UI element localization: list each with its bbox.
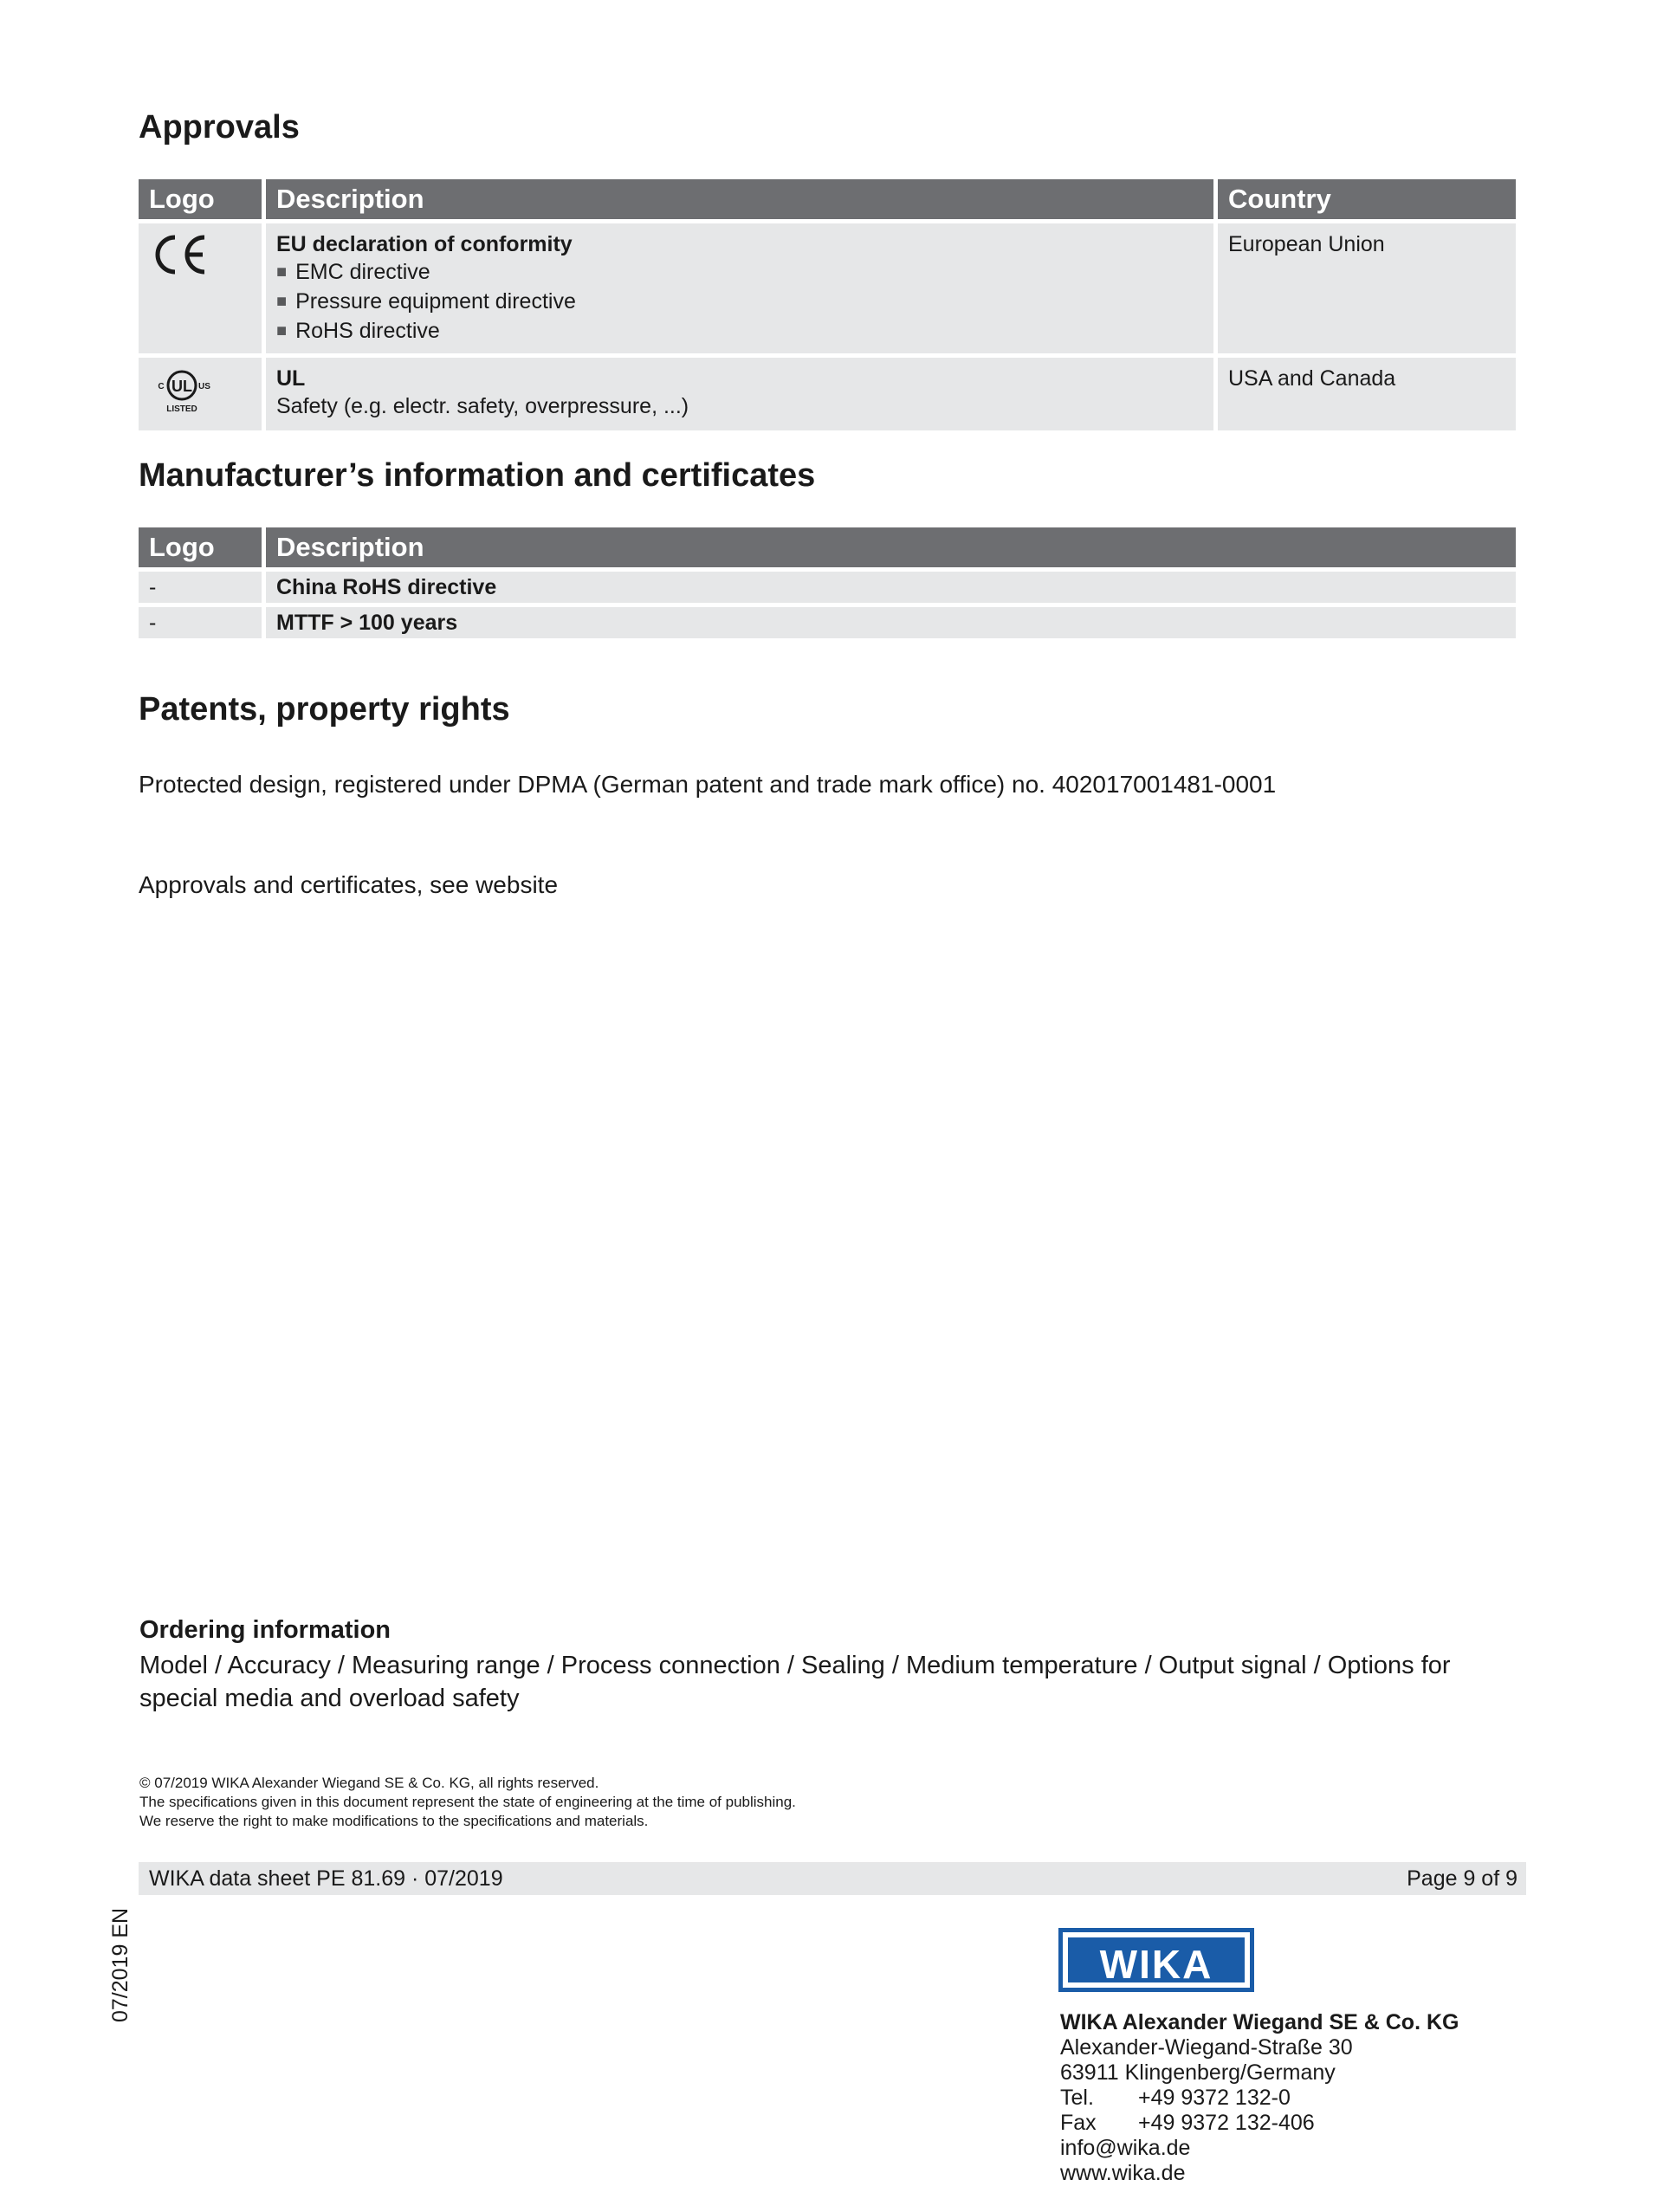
fax-label: Fax — [1060, 2111, 1097, 2135]
country-cell: European Union — [1218, 223, 1516, 353]
logo-cell: - — [139, 607, 262, 638]
approvals-note: Approvals and certificates, see website — [139, 871, 559, 898]
ul-letters: UL — [171, 378, 192, 395]
ordering-title: Ordering information — [139, 1616, 391, 1644]
country-cell: USA and Canada — [1218, 358, 1516, 430]
approvals-header-row — [139, 179, 1516, 219]
list-item: ■ Pressure equipment directive — [276, 288, 1203, 317]
legal-notice — [139, 1774, 796, 1831]
manufacturer-header-row — [139, 527, 1516, 567]
ul-listed-icon — [149, 365, 218, 417]
description-cell: China RoHS directive — [266, 572, 1516, 603]
description-cell: MTTF > 100 years — [266, 607, 1516, 638]
header-logo: Logo — [139, 527, 262, 567]
company-website[interactable]: www.wika.de — [1060, 2161, 1186, 2185]
table-row — [139, 607, 1516, 638]
side-date: 07/2019 EN — [108, 1907, 133, 2022]
company-tel — [1060, 2086, 1459, 2111]
patents-heading: Patents, property rights — [139, 691, 510, 728]
header-description: Description — [266, 179, 1213, 219]
ul-c-letter: C — [158, 382, 165, 391]
manufacturer-heading: Manufacturer’s information and certificates — [139, 457, 816, 494]
ordering-text: Model / Accuracy / Measuring range / Process connection / Sealing / Medium temperature / Output signal / Options for special media and overload safety — [139, 1652, 1451, 1712]
company-email[interactable]: info@wika.de — [1060, 2136, 1191, 2160]
footer-bar — [139, 1862, 1526, 1895]
table-row — [139, 358, 1516, 430]
row-title: EU declaration of conformity — [276, 232, 573, 256]
header-logo: Logo — [139, 179, 262, 219]
logo-cell: - — [139, 572, 262, 603]
row-detail: Safety (e.g. electr. safety, overpressure, ...) — [276, 394, 689, 418]
page-number: Page 9 of 9 — [1407, 1866, 1517, 1891]
tel-label: Tel. — [1060, 2086, 1094, 2110]
ul-listed-text: LISTED — [166, 404, 197, 414]
fax-value: +49 9372 132-406 — [1138, 2111, 1315, 2135]
logo-cell — [139, 358, 262, 430]
wika-logo — [1058, 1928, 1254, 1992]
header-description: Description — [266, 527, 1516, 567]
table-row — [139, 223, 1516, 353]
company-name: WIKA Alexander Wiegand SE & Co. KG — [1060, 2010, 1459, 2034]
wika-logo-text: WIKA — [1099, 1942, 1213, 1987]
description-cell — [266, 223, 1213, 353]
list-item: ■ EMC directive — [276, 258, 1203, 288]
copyright-line: © 07/2019 WIKA Alexander Wiegand SE & Co. KG, all rights reserved. — [139, 1775, 599, 1791]
legal-line: We reserve the right to make modifications to the specifications and materials. — [139, 1813, 649, 1829]
list-item: ■ RoHS directive — [276, 317, 1203, 346]
ce-mark-icon — [149, 230, 210, 279]
tel-value: +49 9372 132-0 — [1138, 2086, 1291, 2110]
manufacturer-table — [134, 523, 1520, 643]
header-country: Country — [1218, 179, 1516, 219]
company-city: 63911 Klingenberg/Germany — [1060, 2060, 1336, 2085]
legal-line: The specifications given in this document represent the state of engineering at the time of publishing. — [139, 1794, 796, 1810]
company-street: Alexander-Wiegand-Straße 30 — [1060, 2035, 1353, 2060]
company-address — [1060, 2010, 1459, 2186]
datasheet-reference: WIKA data sheet PE 81.69 · 07/2019 — [149, 1866, 503, 1891]
table-row — [139, 572, 1516, 603]
approvals-table — [134, 175, 1520, 435]
row-title: UL — [276, 366, 306, 391]
company-fax — [1060, 2111, 1459, 2136]
patents-text: Protected design, registered under DPMA (German patent and trade mark office) no. 402017001481-0001 — [139, 771, 1277, 798]
logo-cell — [139, 223, 262, 353]
approvals-heading: Approvals — [139, 109, 300, 146]
directive-list — [276, 258, 1203, 346]
ul-us-letters: US — [198, 382, 210, 391]
description-cell — [266, 358, 1213, 430]
